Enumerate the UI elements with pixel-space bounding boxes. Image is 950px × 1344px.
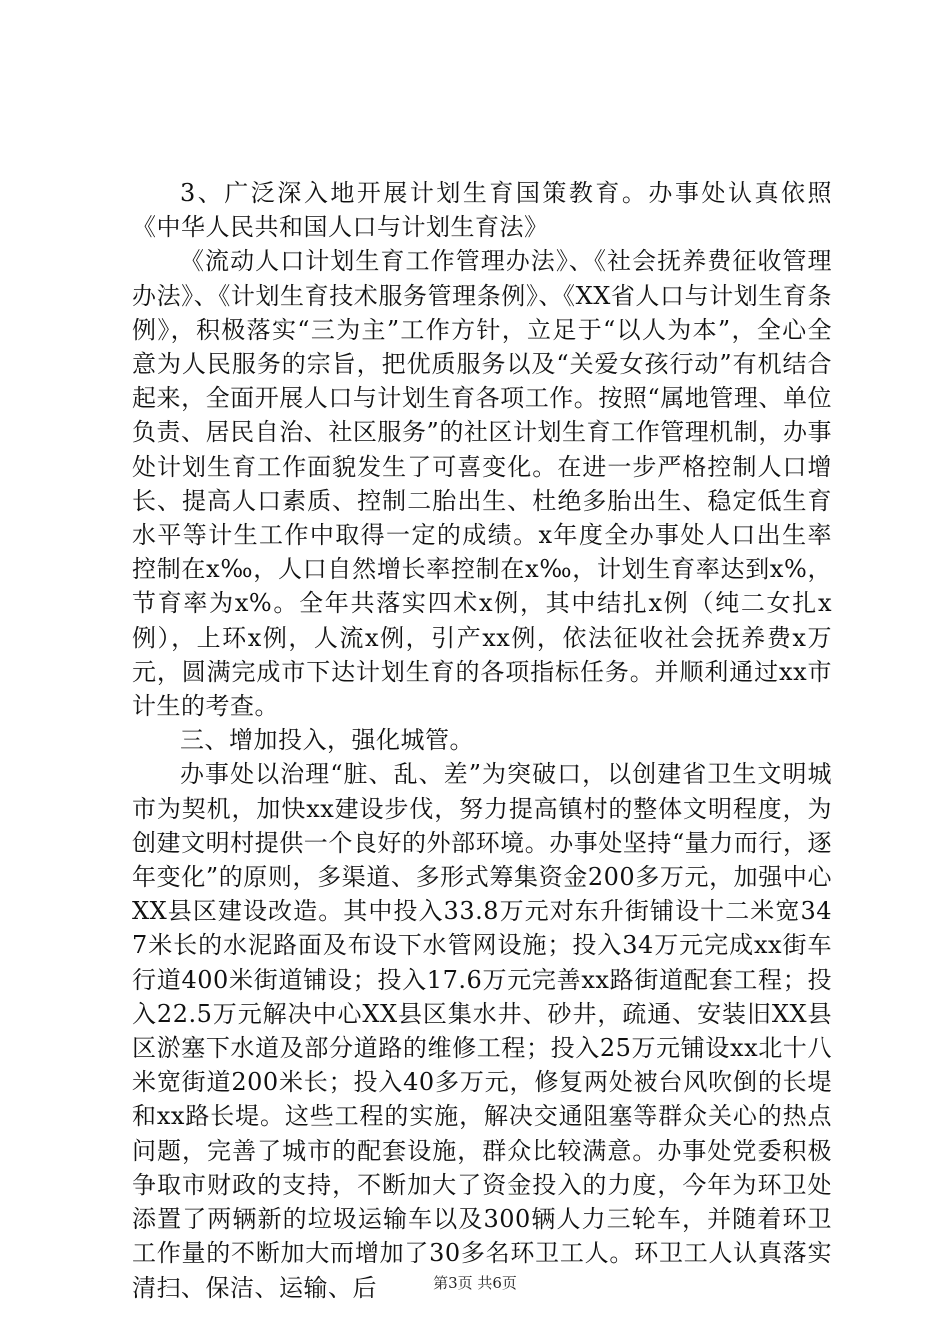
document-body — [132, 176, 832, 1305]
paragraph-policy-education: 3、广泛深入地开展计划生育国策教育。办事处认真依照《中华人民共和国人口与计划生育法》 — [132, 179, 832, 242]
paragraph-urban-management: 办事处以治理“脏、乱、差”为突破口，以创建省卫生文明城市为契机，加快xx建设步伐，努力提高镇村的整体文明程度，为创建文明村提供一个良好的外部环境。办事处坚持“量力而行，逐年变化”的原则，多渠道、多形式筹集资金200多万元，加强中心XX县区建设改造。其中投入33.8万元对东升街铺设十二米宽347米长的水泥路面及布设下水管网设施；投入34万元完成xx街车行道400米街道铺设；投入17.6万元完善xx路街道配套工程；投入22.5万元解决中心XX县区集水井、砂井，疏通、安装旧XX县区淤塞下水道及部分道路的维修工程；投入25万元铺设xx北十八米宽街道200米长；投入40多万元，修复两处被台风吹倒的长堤和xx路长堤。这些工程的实施，解决交通阻塞等群众关心的热点问题，完善了城市的配套设施，群众比较满意。办事处党委积极争取市财政的支持，不断加大了资金投入的力度，今年为环卫处添置了两辆新的垃圾运输车以及300辆人力三轮车，并随着环卫工作量的不断加大而增加了30多名环卫工人。环卫工人认真落实清扫、保洁、运输、后 — [132, 760, 832, 1302]
page-number-footer: 第3页 共6页 — [433, 1274, 517, 1292]
paragraph-regulations: 《流动人口计划生育工作管理办法》、《社会抚养费征收管理办法》、《计划生育技术服务管理条例》、《XX省人口与计划生育条例》，积极落实“三为主”工作方针，立足于“以人为本”，全心全意为人民服务的宗旨，把优质服务以及“关爱女孩行动”有机结合起来，全面开展人口与计划生育各项工作。按照“属地管理、单位负责、居民自治、社区服务”的社区计划生育工作管理机制，办事处计划生育工作面貌发生了可喜变化。在进一步严格控制人口增长、提高人口素质、控制二胎出生、杜绝多胎出生、稳定低生育水平等计生工作中取得一定的成绩。x年度全办事处人口出生率控制在x‰，人口自然增长率控制在x‰，计划生育率达到x%，节育率为x%。全年共落实四术x例，其中结扎x例（纯二女扎x例），上环x例，人流x例，引产xx例，依法征收社会抚养费x万元，圆满完成市下达计划生育的各项指标任务。并顺利通过xx市计生的考查。 — [132, 247, 832, 721]
section-heading-investment: 三、增加投入，强化城管。 — [180, 726, 474, 755]
